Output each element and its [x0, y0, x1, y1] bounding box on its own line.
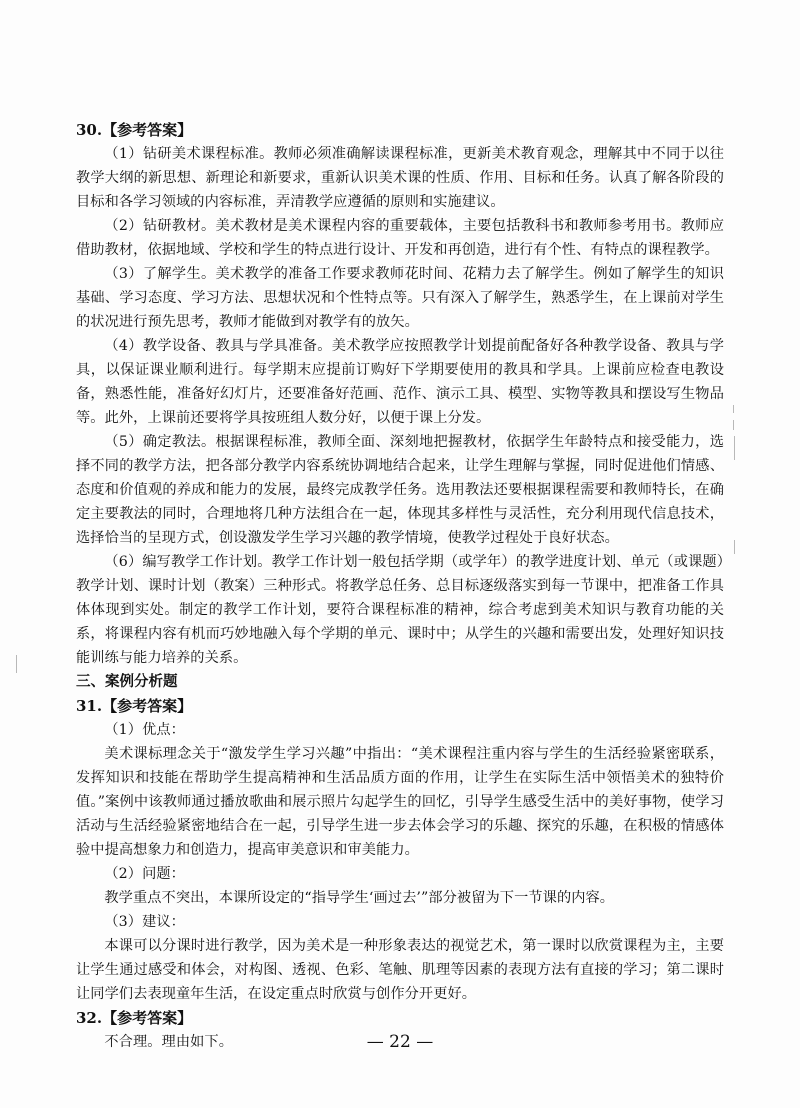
q32-heading: 32.【参考答案】: [76, 1009, 193, 1027]
scan-artifact-mark: [734, 540, 735, 554]
q30-paragraph-3: （3）了解学生。美术教学的准备工作要求教师花时间、花精力去了解学生。例如了解学生的知识基础、学习态度、学习方法、思想状况和个性特点等。只有深入了解学生，熟悉学生，在上课前对学生的状况进行预先思考，教师才能做到对教学有的放矢。: [76, 266, 724, 330]
scan-artifact-mark: [733, 420, 734, 430]
scan-artifact-mark: [733, 405, 734, 413]
answer-content: [76, 118, 724, 1054]
q30-paragraph-2: （2）钻研教材。美术教材是美术课程内容的重要载体，主要包括教科书和教师参考用书。教师应借助教材，依据地域、学校和学生的特点进行设计、开发和再创造，进行有个性、有特点的课程教学。: [76, 218, 724, 258]
q31-strengths-label: （1）优点：: [104, 722, 185, 738]
section-three-title: 三、案例分析题: [76, 673, 178, 690]
q32-conclusion-text: 不合理。理由如下。: [104, 1034, 233, 1050]
q31-suggestion-label: （3）建议：: [104, 914, 185, 930]
q31-problem-label: （2）问题：: [104, 866, 185, 882]
page-number: — 22 —: [366, 1032, 434, 1052]
scan-artifact-mark: [734, 436, 735, 460]
scan-artifact-mark: [16, 655, 17, 673]
q30-heading: 30.【参考答案】: [76, 121, 193, 139]
q30-paragraph-4: （4）教学设备、教具与学具准备。美术教学应按照教学计划提前配备好各种教学设备、教具与学具，以保证课业顺利进行。每学期末应提前订购好下学期要使用的教具和学具。上课前应检查电教设备，熟悉性能，准备好幻灯片，还要准备好范画、范作、演示工具、模型、实物等教具和摆设写生物品等。此外，上课前还要将学具按班组人数分好，以便于课上分发。: [76, 338, 724, 426]
q30-paragraph-1: （1）钻研美术课程标准。教师必须准确解读课程标准，更新美术教育观念，理解其中不同于以往教学大纲的新思想、新理论和新要求，重新认识美术课的性质、作用、目标和任务。认真了解各阶段的目标和各学习领域的内容标准，弄清教学应遵循的原则和实施建议。: [76, 146, 724, 210]
q31-problem-text: 教学重点不突出，本课所设定的“指导学生‘画过去’”部分被留为下一节课的内容。: [104, 890, 615, 906]
q30-paragraph-5: （5）确定教法。根据课程标准，教师全面、深刻地把握教材，依据学生年龄特点和接受能力，选择不同的教学方法，把各部分教学内容系统协调地结合起来，让学生理解与掌握，同时促进他们情感、态度和价值观的养成和能力的发展，最终完成教学任务。选用教法还要根据课程需要和教师特长，在确定主要教法的同时，合理地将几种方法组合在一起，体现其多样性与灵活性，充分利用现代信息技术，选择恰当的呈现方式，创设激发学生学习兴趣的教学情境，使教学过程处于良好状态。: [76, 434, 724, 546]
q30-paragraph-6: （6）编写教学工作计划。教学工作计划一般包括学期（或学年）的教学进度计划、单元（或课题）教学计划、课时计划（教案）三种形式。将教学总任务、总目标逐级落实到每一节课中，把准备工作具体体现到实处。制定的教学工作计划，要符合课程标准的精神，综合考虑到美术知识与教育功能的关系，将课程内容有机而巧妙地融入每个学期的单元、课时中；从学生的兴趣和需要出发，处理好知识技能训练与能力培养的关系。: [76, 554, 724, 666]
q31-heading: 31.【参考答案】: [76, 697, 193, 715]
q31-strengths-text: 美术课标理念关于“激发学生学习兴趣”中指出：“美术课程注重内容与学生的生活经验紧密联系，发挥知识和技能在帮助学生提高精神和生活品质方面的作用，让学生在实际生活中领悟美术的独特价值。”案例中该教师通过播放歌曲和展示照片勾起学生的回忆，引导学生感受生活中的美好事物，使学习活动与生活经验紧密地结合在一起，引导学生进一步去体会学习的乐趣、探究的乐趣，在积极的情感体验中提高想象力和创造力，提高审美意识和审美能力。: [76, 746, 724, 858]
q31-suggestion-text: 本课可以分课时进行教学，因为美术是一种形象表达的视觉艺术，第一课时以欣赏课程为主，主要让学生通过感受和体会，对构图、透视、色彩、笔触、肌理等因素的表现方法有直接的学习；第二课时让同学们去表现童年生活，在设定重点时欣赏与创作分开更好。: [76, 938, 724, 1002]
